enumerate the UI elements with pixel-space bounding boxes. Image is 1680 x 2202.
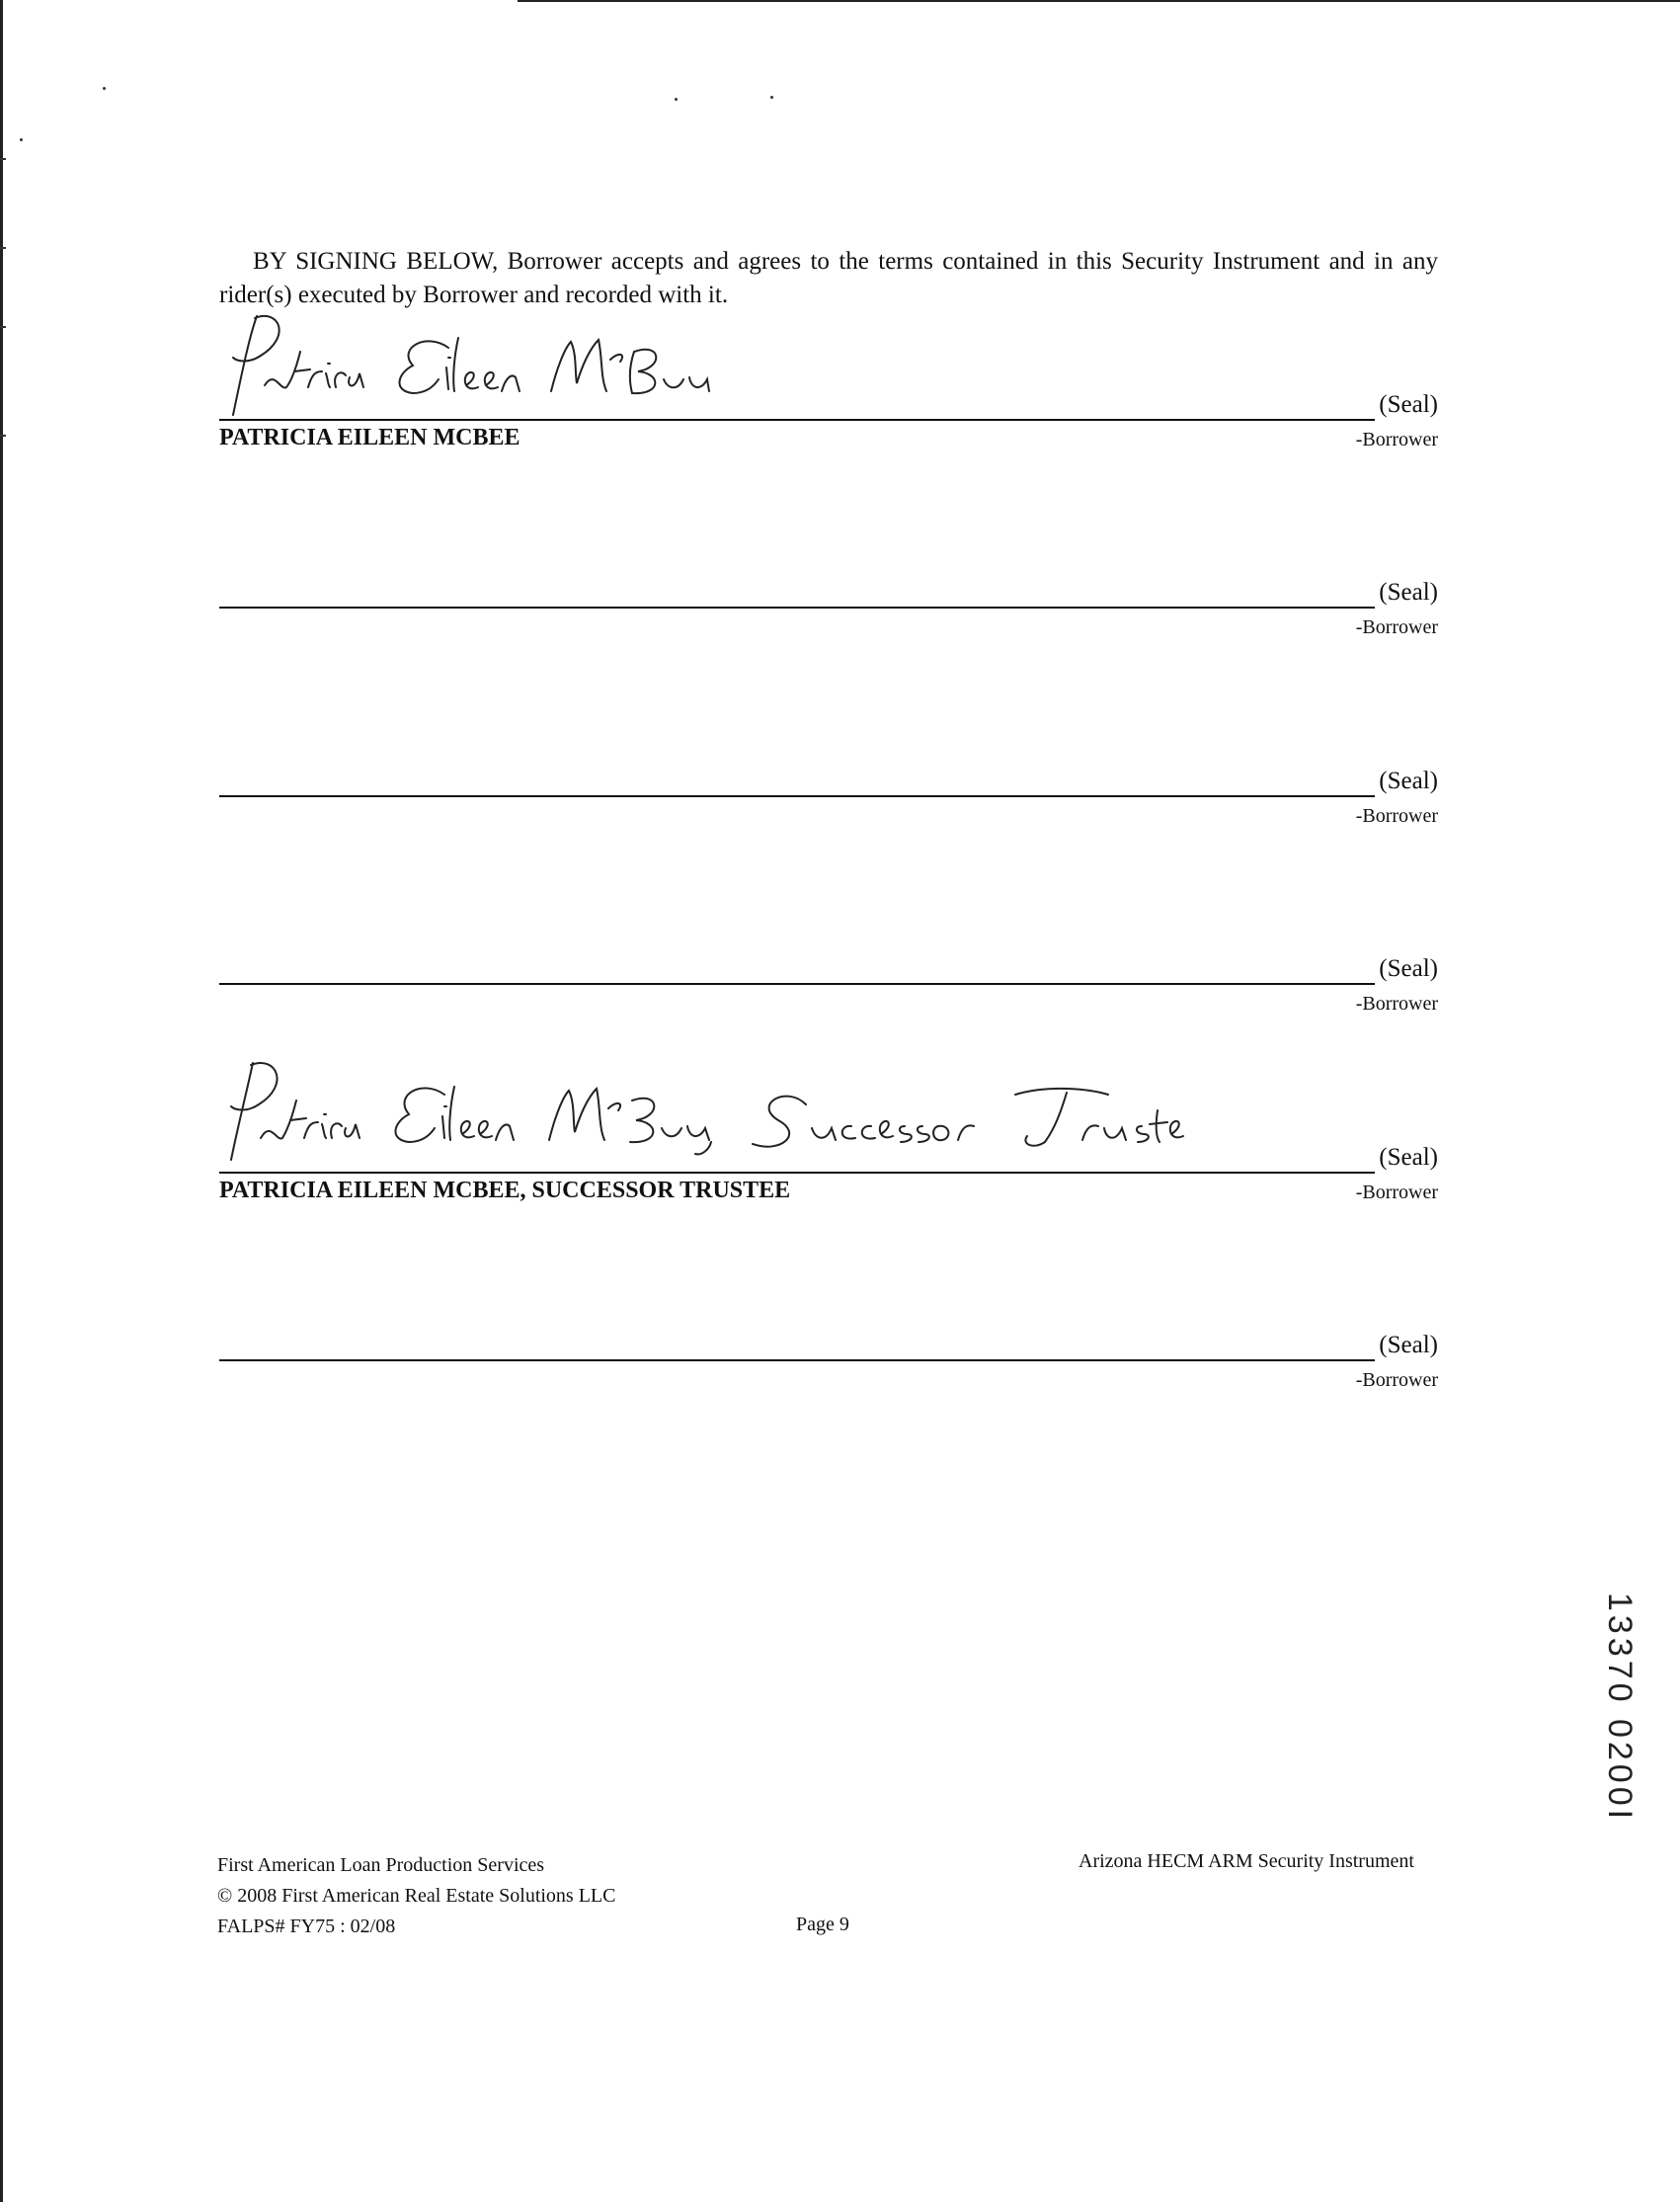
borrower-label: -Borrower: [1355, 429, 1438, 450]
scan-speck: [103, 87, 106, 90]
seal-label: (Seal): [1379, 579, 1438, 606]
signature-block: [219, 375, 1438, 450]
footer-form-id: FALPS# FY75 : 02/08: [217, 1916, 396, 1937]
scan-top-border: [518, 0, 1680, 2]
seal-label: (Seal): [1379, 1332, 1438, 1358]
footer-copyright: © 2008 First American Real Estate Solutions LLC: [217, 1885, 616, 1907]
footer-company: First American Loan Production Services: [217, 1854, 545, 1876]
signature-line[interactable]: [219, 795, 1375, 797]
seal-label: (Seal): [1379, 955, 1438, 982]
borrower-label: -Borrower: [1355, 993, 1438, 1015]
scan-left-border: [0, 0, 3, 2202]
document-stamp-number: 13370 0200I: [1601, 1592, 1639, 1824]
signer-name: PATRICIA EILEEN MCBEE, SUCCESSOR TRUSTEE: [219, 1178, 791, 1203]
handwritten-signature: [219, 308, 812, 417]
scan-speck: [770, 96, 773, 99]
intro-paragraph: BY SIGNING BELOW, Borrower accepts and agrees to the terms contained in this Security Instrument and in any rider(s) executed by Borrower and recorded with it.: [219, 248, 1438, 308]
signature-line[interactable]: [219, 607, 1375, 609]
borrower-label: -Borrower: [1355, 1369, 1438, 1391]
signature-line[interactable]: [219, 983, 1375, 985]
footer-title: Arizona HECM ARM Security Instrument: [1079, 1850, 1414, 1872]
footer-page-number: Page 9: [796, 1914, 849, 1935]
scan-edge-tick: [0, 247, 6, 249]
signature-block: [219, 1128, 1438, 1203]
scan-edge-tick: [0, 326, 6, 328]
borrower-label: -Borrower: [1355, 805, 1438, 827]
scan-speck: [20, 138, 23, 141]
scan-speck: [675, 98, 678, 101]
borrower-label: -Borrower: [1355, 616, 1438, 638]
signature-line[interactable]: [219, 1359, 1375, 1361]
signature-block: [219, 563, 1438, 638]
handwritten-signature: [219, 1055, 1187, 1164]
signer-name: PATRICIA EILEEN MCBEE: [219, 425, 520, 450]
scan-edge-tick: [0, 435, 6, 437]
signature-block: [219, 1316, 1438, 1391]
footer-left: [217, 1850, 616, 1942]
seal-label: (Seal): [1379, 1144, 1438, 1171]
seal-label: (Seal): [1379, 768, 1438, 794]
signature-block: [219, 752, 1438, 827]
seal-label: (Seal): [1379, 391, 1438, 418]
signature-block: [219, 939, 1438, 1015]
borrower-label: -Borrower: [1355, 1182, 1438, 1203]
scan-edge-tick: [0, 158, 6, 160]
signature-line[interactable]: [219, 1172, 1375, 1174]
signature-line[interactable]: [219, 419, 1375, 421]
